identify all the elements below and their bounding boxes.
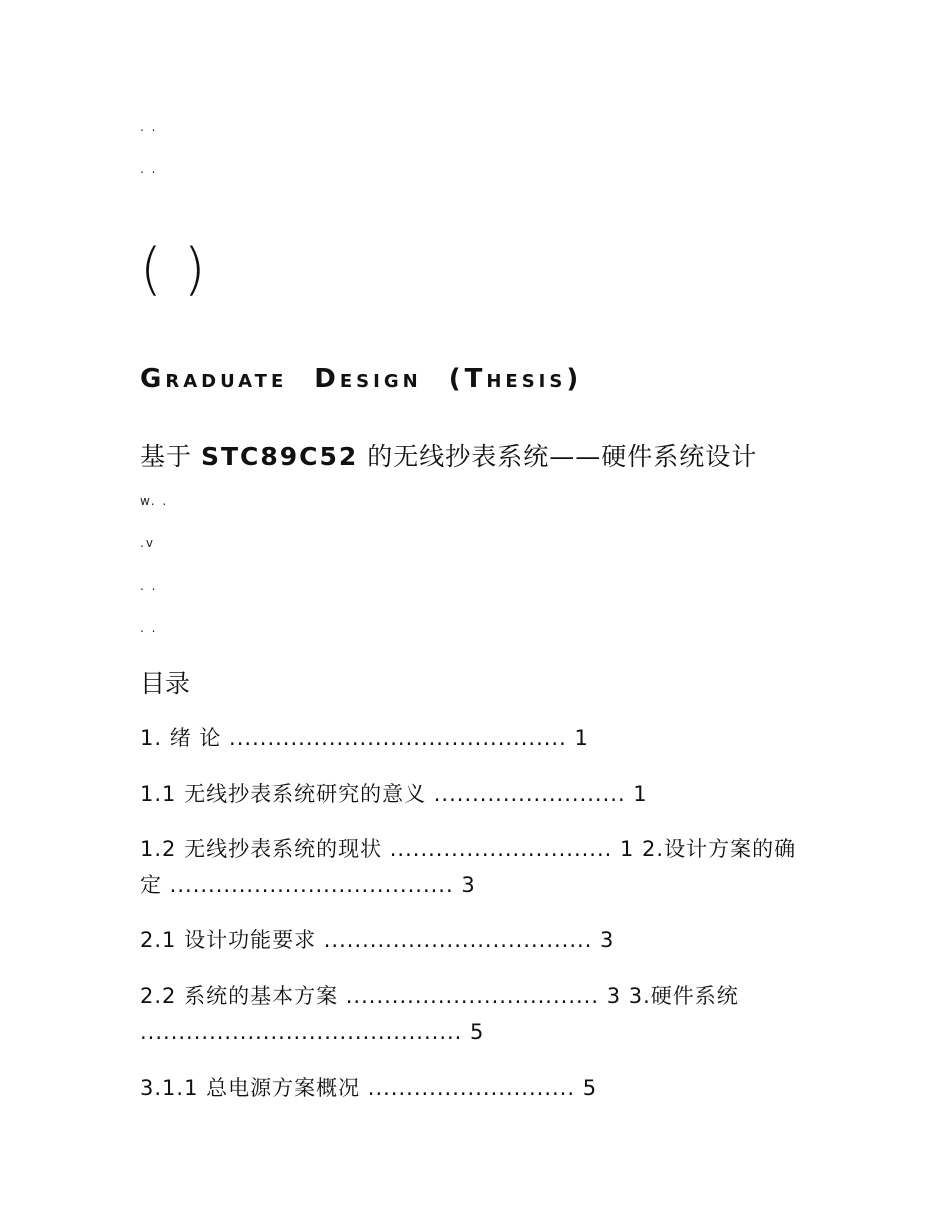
toc-heading: 目录 <box>140 669 191 698</box>
toc-entry-1[interactable]: 1. 绪 论 ............................................ 1 <box>140 726 589 750</box>
minor-mark-1: w. . <box>140 494 169 508</box>
chinese-title-model: STC89C52 <box>200 442 359 471</box>
toc-entry-1-2[interactable]: 1.2 无线抄表系统的现状 ............................. 1 2.设计方案的确定 ..................................... 3 <box>140 837 797 897</box>
english-title: Graduate Design (Thesis) <box>140 364 583 394</box>
chinese-title <box>140 437 757 473</box>
chinese-title-suffix: 的无线抄表系统——硬件系统设计 <box>367 442 758 471</box>
chinese-title-prefix: 基于 <box>140 442 193 471</box>
minor-mark-2: .v <box>140 536 155 550</box>
minor-mark-3: . . <box>140 579 158 593</box>
header-mark-2: . . <box>140 162 158 176</box>
toc-entry-1-1[interactable]: 1.1 无线抄表系统研究的意义 ......................... 1 <box>140 782 648 806</box>
toc-entry-2-2[interactable]: 2.2 系统的基本方案 ................................. 3 3.硬件系统 .......................................... 5 <box>140 984 739 1044</box>
toc-entry-3-1-1[interactable]: 3.1.1 总电源方案概况 ........................... 5 <box>140 1076 598 1100</box>
minor-mark-4: . . <box>140 621 158 635</box>
paren-mark: ( ) <box>140 237 208 302</box>
header-mark-1: . . <box>140 120 158 134</box>
toc-entry-2-1[interactable]: 2.1 设计功能要求 ................................... 3 <box>140 928 615 952</box>
